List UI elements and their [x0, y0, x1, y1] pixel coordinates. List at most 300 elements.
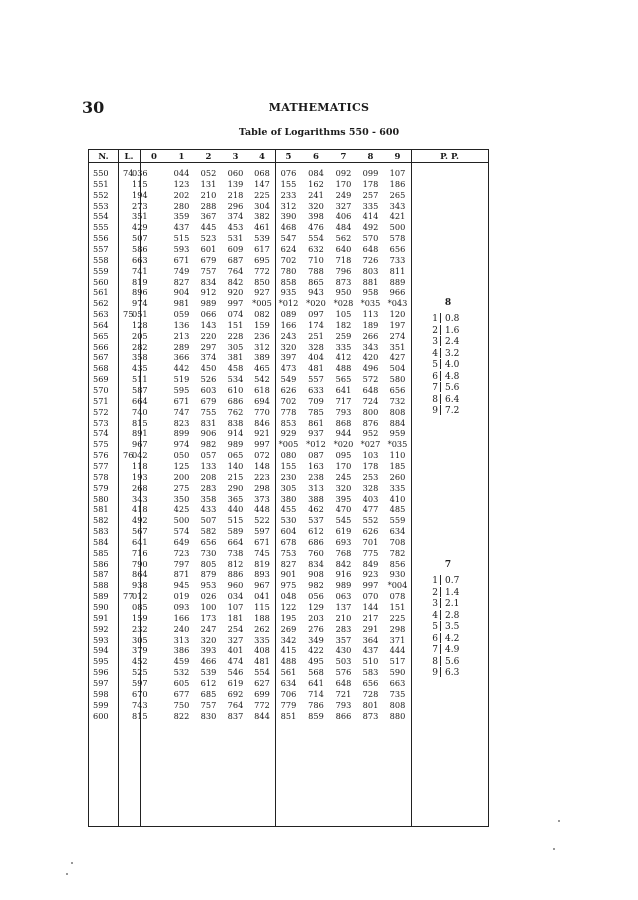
row-number: 586	[93, 558, 109, 569]
mantissa-cell: 710	[308, 254, 324, 265]
row-number: 594	[93, 645, 109, 656]
mantissa-cell: 470	[335, 504, 352, 515]
mantissa-cell: 320	[308, 200, 324, 211]
mantissa-cell: 849	[362, 558, 379, 569]
pp-divider	[440, 313, 443, 323]
mantissa-cell: 051	[132, 309, 148, 320]
mantissa-cell: 714	[308, 688, 324, 699]
mantissa-cell: 459	[173, 656, 190, 667]
mantissa-cell: 953	[200, 580, 217, 591]
pp-value: 2.8	[445, 610, 460, 621]
mantissa-cell: 366	[173, 352, 190, 363]
pp-row	[430, 394, 459, 406]
row-number: 585	[93, 547, 109, 558]
mantissa-cell: 133	[200, 460, 217, 471]
mantissa-cell: 542	[254, 374, 270, 385]
mantissa-cell: 059	[173, 309, 190, 320]
mantissa-cell: 735	[389, 688, 406, 699]
mantissa-cell: 210	[200, 189, 217, 200]
mantissa-cell: 012	[132, 591, 148, 602]
mantissa-cell: 989	[227, 439, 244, 450]
mantissa-cell: 155	[280, 178, 297, 189]
mantissa-cell: 582	[200, 526, 217, 537]
page-heading: MATHEMATICS	[268, 101, 370, 114]
mantissa-cell: 587	[132, 385, 148, 395]
mantissa-cell: 097	[308, 309, 324, 320]
mantissa-cell: 131	[200, 178, 217, 189]
mantissa-cell: 437	[362, 645, 379, 656]
mantissa-cell: 386	[173, 645, 190, 656]
mantissa-cell: *012	[278, 298, 299, 309]
pp-value: 7.2	[445, 406, 460, 416]
row-number: 600	[93, 710, 109, 721]
row-number: 565	[93, 330, 109, 341]
mantissa-cell: 205	[132, 330, 148, 341]
mantissa-cell: 115	[254, 602, 270, 612]
mantissa-cell: 708	[389, 536, 406, 547]
mantissa-cell: 793	[335, 699, 352, 710]
mantissa-cell: 842	[335, 558, 352, 569]
pp-divider	[440, 575, 443, 585]
pp-divider	[440, 621, 443, 631]
mantissa-cell: 320	[335, 482, 352, 493]
mantissa-cell: 624	[280, 243, 297, 254]
mantissa-cell: 568	[308, 667, 324, 678]
mantissa-cell: 604	[280, 526, 297, 537]
mantissa-cell: 397	[280, 352, 297, 363]
mantissa-cell: 896	[132, 287, 148, 298]
mantissa-cell: 433	[200, 504, 217, 515]
pp-row	[430, 336, 459, 348]
mantissa-cell: 552	[362, 515, 379, 526]
mantissa-cell: 093	[173, 602, 190, 612]
mantissa-cell: 312	[280, 200, 297, 211]
pp-value: 1.4	[445, 587, 460, 598]
mantissa-cell: 429	[132, 222, 148, 233]
mantissa-cell: 034	[227, 591, 244, 602]
mantissa-cell: 626	[362, 526, 379, 537]
mantissa-cell: 110	[389, 450, 406, 461]
mantissa-cell: 904	[173, 287, 190, 298]
mantissa-cell: 269	[280, 623, 297, 634]
mantissa-cell: 296	[227, 200, 244, 211]
mantissa-cell: *035	[387, 439, 408, 450]
mantissa-cell: 873	[335, 276, 352, 287]
row-number: 562	[93, 298, 109, 309]
mantissa-cell: 041	[254, 591, 270, 602]
mantissa-cell: 335	[335, 341, 352, 352]
mantissa-cell: 834	[200, 276, 217, 287]
mantissa-cell: 664	[227, 536, 244, 547]
mantissa-cell: 740	[132, 406, 148, 417]
mantissa-cell: 050	[173, 450, 190, 461]
mantissa-cell: 305	[280, 482, 297, 493]
mantissa-cell: 741	[132, 265, 148, 276]
mantissa-cell: 240	[173, 623, 190, 634]
mantissa-cell: 343	[389, 200, 406, 211]
column-header: 8	[367, 152, 374, 162]
mantissa-cell: 450	[200, 363, 217, 374]
pp-digit: 1	[432, 314, 438, 324]
mantissa-cell: 274	[389, 330, 406, 341]
mantissa-cell: 656	[200, 536, 217, 547]
mantissa-cell: 113	[362, 309, 379, 320]
pp-divider	[440, 656, 443, 666]
mantissa-cell: 519	[173, 374, 190, 385]
mantissa-cell: 367	[200, 211, 217, 222]
mantissa-cell: 364	[362, 634, 379, 645]
mantissa-cell: 163	[308, 460, 324, 471]
mantissa-cell: 421	[389, 211, 406, 222]
mantissa-cell: 328	[362, 482, 379, 493]
mantissa-cell: 406	[335, 211, 352, 222]
mantissa-cell: 856	[389, 558, 406, 569]
mantissa-cell: 357	[335, 634, 352, 645]
mantissa-cell: 435	[132, 363, 148, 374]
mantissa-cell: 422	[308, 645, 324, 656]
column-header: 9	[394, 152, 401, 162]
mantissa-cell: 701	[362, 536, 379, 547]
pp-row	[430, 405, 459, 417]
column-rule	[118, 150, 119, 826]
pp-value: 4.9	[445, 645, 460, 655]
mantissa-cell: 507	[200, 515, 217, 526]
mantissa-cell: 656	[362, 677, 379, 688]
mantissa-cell: 202	[173, 189, 190, 200]
mantissa-cell: 967	[254, 580, 270, 591]
mantissa-cell: 420	[362, 352, 379, 363]
row-number: 592	[93, 623, 109, 634]
mantissa-cell: 238	[308, 471, 324, 482]
mantissa-cell: 576	[335, 667, 352, 678]
mantissa-cell: 496	[362, 363, 379, 374]
mantissa-cell: 100	[200, 602, 217, 612]
mantissa-cell: 517	[389, 656, 406, 667]
mantissa-cell: 371	[389, 634, 406, 645]
row-number: 577	[93, 460, 109, 471]
pp-digit: 6	[432, 633, 438, 644]
pp-row	[430, 633, 459, 645]
mantissa-cell: 950	[335, 287, 352, 298]
mantissa-cell: 228	[227, 330, 244, 341]
mantissa-cell: 801	[362, 699, 379, 710]
mantissa-cell: 559	[389, 515, 406, 526]
mantissa-cell: 159	[254, 319, 270, 330]
mantissa-cell: 374	[227, 211, 244, 222]
pp-value: 3.5	[445, 622, 460, 632]
mantissa-cell: 188	[254, 612, 270, 623]
mantissa-cell: 663	[389, 677, 406, 688]
mantissa-cell: 664	[132, 395, 148, 406]
mantissa-cell: 129	[308, 602, 324, 612]
mantissa-cell: 730	[200, 547, 217, 558]
mantissa-cell: 539	[254, 233, 270, 244]
mantissa-cell: 648	[362, 385, 379, 395]
mantissa-cell: 170	[335, 178, 352, 189]
mantissa-cell: 960	[227, 580, 244, 591]
mantissa-cell: 358	[200, 493, 217, 504]
mantissa-cell: 686	[227, 395, 244, 406]
pp-digit: 3	[432, 599, 438, 609]
mantissa-cell: 118	[132, 460, 148, 471]
mantissa-cell: 974	[132, 298, 148, 309]
mantissa-cell: 738	[227, 547, 244, 558]
mantissa-cell: 554	[254, 667, 270, 678]
mantissa-cell: 726	[362, 254, 379, 265]
pp-row	[430, 359, 459, 371]
mantissa-cell: 128	[132, 319, 148, 330]
mantissa-cell: *005	[252, 298, 272, 309]
mantissa-cell: 880	[389, 710, 406, 721]
mantissa-cell: 597	[254, 526, 270, 537]
mantissa-cell: 078	[389, 591, 406, 602]
mantissa-cell: 430	[335, 645, 352, 656]
mantissa-cell: 393	[200, 645, 217, 656]
column-header: 7	[340, 152, 347, 162]
mantissa-cell: 648	[335, 677, 352, 688]
column-header: 6	[313, 152, 319, 162]
mantissa-cell: 853	[280, 417, 297, 428]
mantissa-cell: 259	[335, 330, 352, 341]
row-number: 557	[93, 243, 109, 254]
mantissa-cell: 481	[308, 363, 324, 374]
mantissa-cell: 889	[389, 276, 406, 287]
mantissa-cell: 060	[227, 168, 244, 178]
mantissa-cell: 297	[200, 341, 217, 352]
mantissa-cell: 865	[308, 276, 324, 287]
mantissa-cell: *004	[387, 580, 408, 591]
row-number: 581	[93, 504, 109, 515]
row-number: 595	[93, 656, 109, 667]
mantissa-cell: 679	[200, 395, 217, 406]
mantissa-cell: 481	[254, 656, 270, 667]
mantissa-cell: 982	[200, 439, 217, 450]
row-number: 563	[93, 309, 109, 320]
mantissa-cell: 233	[280, 189, 297, 200]
mantissa-cell: 410	[389, 493, 406, 504]
mantissa-cell: 819	[132, 276, 148, 287]
pp-value: 2.4	[445, 337, 460, 347]
mantissa-cell: 458	[227, 363, 244, 374]
mantissa-cell: 830	[200, 710, 217, 721]
mantissa-cell: 236	[254, 330, 270, 341]
mantissa-cell: 427	[389, 352, 406, 363]
row-number: 552	[93, 189, 109, 200]
row-number: 559	[93, 265, 109, 276]
column-header: N.	[98, 152, 109, 162]
mantissa-cell: 313	[308, 482, 324, 493]
mantissa-cell: 218	[227, 189, 244, 200]
mantissa-cell: 702	[280, 395, 297, 406]
mantissa-cell: 546	[227, 667, 244, 678]
mantissa-cell: 760	[308, 547, 324, 558]
mantissa-cell: 147	[254, 178, 270, 189]
pp-divider	[440, 348, 443, 358]
pp-divider	[440, 359, 443, 369]
mantissa-cell: 288	[200, 200, 217, 211]
mantissa-cell: 649	[173, 536, 190, 547]
mantissa-cell: 398	[308, 211, 324, 222]
log-characteristic: 77	[123, 591, 134, 602]
mantissa-cell: 289	[173, 341, 190, 352]
mantissa-cell: 351	[389, 341, 406, 352]
mantissa-cell: 923	[362, 569, 379, 580]
mantissa-cell: 590	[389, 667, 406, 678]
mantissa-cell: 797	[173, 558, 190, 569]
mantissa-cell: 068	[254, 168, 270, 178]
mantissa-cell: 709	[308, 395, 324, 406]
mantissa-cell: 561	[280, 667, 297, 678]
mantissa-cell: 107	[227, 602, 244, 612]
mantissa-cell: 148	[254, 460, 270, 471]
row-number: 570	[93, 385, 109, 395]
mantissa-cell: *035	[360, 298, 381, 309]
mantissa-cell: 966	[389, 287, 406, 298]
mantissa-cell: 549	[280, 374, 297, 385]
mantissa-cell: 257	[362, 189, 379, 200]
mantissa-cell: 511	[132, 374, 148, 385]
pp-block-title: 7	[444, 560, 452, 570]
mantissa-cell: 453	[227, 222, 244, 233]
mantissa-cell: 929	[280, 428, 297, 439]
mantissa-cell: 617	[254, 243, 270, 254]
mantissa-cell: 374	[200, 352, 217, 363]
mantissa-cell: 085	[132, 602, 148, 612]
mantissa-cell: 861	[308, 417, 324, 428]
scan-speck	[66, 873, 68, 875]
mantissa-cell: 262	[254, 623, 270, 634]
mantissa-cell: 547	[280, 233, 297, 244]
pp-value: 4.8	[445, 371, 460, 382]
mantissa-cell: 850	[254, 276, 270, 287]
mantissa-cell: 557	[308, 374, 324, 385]
mantissa-cell: 404	[308, 352, 324, 363]
mantissa-cell: 151	[227, 319, 244, 330]
pp-value: 3.2	[445, 348, 460, 359]
column-header: 5	[285, 152, 292, 162]
mantissa-cell: 241	[308, 189, 324, 200]
mantissa-cell: 916	[335, 569, 352, 580]
mantissa-cell: 492	[132, 515, 148, 526]
mantissa-cell: 656	[389, 385, 406, 395]
row-number: 556	[93, 233, 109, 244]
mantissa-cell: 634	[389, 526, 406, 537]
mantissa-cell: 803	[362, 265, 379, 276]
mantissa-cell: 213	[173, 330, 190, 341]
mantissa-cell: 381	[227, 352, 244, 363]
mantissa-cell: 253	[362, 471, 379, 482]
mantissa-cell: *043	[387, 298, 408, 309]
pp-digit: 7	[432, 383, 438, 393]
row-number: 598	[93, 688, 109, 699]
mantissa-cell: 063	[335, 591, 352, 602]
mantissa-cell: 280	[173, 200, 190, 211]
mantissa-cell: 952	[362, 428, 379, 439]
pp-digit: 8	[432, 394, 438, 405]
mantissa-cell: 440	[227, 504, 244, 515]
mantissa-cell: 070	[362, 591, 379, 602]
mantissa-cell: 858	[280, 276, 297, 287]
mantissa-cell: 831	[200, 417, 217, 428]
mantissa-cell: 144	[362, 602, 379, 612]
mantissa-cell: 603	[200, 385, 217, 395]
mantissa-cell: 291	[362, 623, 379, 634]
pp-row	[430, 575, 459, 587]
mantissa-cell: 868	[335, 417, 352, 428]
mantissa-cell: 166	[173, 612, 190, 623]
scan-speck	[553, 848, 555, 850]
mantissa-cell: 678	[280, 536, 297, 547]
mantissa-cell: 139	[227, 178, 244, 189]
mantissa-cell: 358	[132, 352, 148, 363]
mantissa-cell: 982	[308, 580, 324, 591]
pp-row	[430, 348, 459, 360]
mantissa-cell: 072	[254, 450, 270, 461]
mantissa-cell: 249	[335, 189, 352, 200]
mantissa-cell: 772	[254, 699, 270, 710]
mantissa-cell: 927	[254, 287, 270, 298]
mantissa-cell: 935	[280, 287, 297, 298]
mantissa-cell: 837	[227, 710, 244, 721]
column-rule	[411, 150, 412, 826]
mantissa-cell: 197	[389, 319, 406, 330]
mantissa-cell: 618	[254, 385, 270, 395]
pp-digit: 5	[432, 360, 438, 370]
mantissa-cell: 525	[132, 667, 148, 678]
mantissa-cell: 095	[335, 450, 352, 461]
mantissa-cell: 530	[280, 515, 297, 526]
mantissa-cell: 967	[132, 439, 148, 450]
mantissa-cell: 531	[227, 233, 244, 244]
row-number: 564	[93, 319, 109, 330]
mantissa-cell: 997	[227, 298, 244, 309]
mantissa-cell: 770	[254, 406, 270, 417]
mantissa-cell: 495	[308, 656, 324, 667]
mantissa-cell: 193	[132, 471, 148, 482]
mantissa-cell: 282	[132, 341, 148, 352]
mantissa-cell: 504	[389, 363, 406, 374]
mantissa-cell: *028	[333, 298, 354, 309]
mantissa-cell: 225	[254, 189, 270, 200]
mantissa-cell: 721	[335, 688, 352, 699]
mantissa-cell: 466	[200, 656, 217, 667]
mantissa-cell: 373	[254, 493, 270, 504]
row-number: 584	[93, 536, 109, 547]
pp-row	[430, 587, 459, 599]
mantissa-cell: 627	[254, 677, 270, 688]
mantissa-cell: 871	[173, 569, 190, 580]
mantissa-cell: 283	[335, 623, 352, 634]
pp-divider	[440, 382, 443, 392]
pp-row	[430, 313, 459, 325]
pp-digit: 4	[432, 610, 438, 621]
mantissa-cell: 442	[173, 363, 190, 374]
mantissa-cell: 782	[389, 547, 406, 558]
mantissa-cell: 425	[173, 504, 190, 515]
row-number: 553	[93, 200, 109, 211]
mantissa-cell: 087	[308, 450, 324, 461]
row-number: 576	[93, 450, 109, 461]
mantissa-cell: 162	[308, 178, 324, 189]
mantissa-cell: 851	[280, 710, 297, 721]
mantissa-cell: 827	[280, 558, 297, 569]
mantissa-cell: 778	[280, 406, 297, 417]
row-number: 551	[93, 178, 109, 189]
column-header: 3	[232, 152, 239, 162]
mantissa-cell: 260	[389, 471, 406, 482]
row-number: 582	[93, 515, 109, 526]
mantissa-cell: 805	[200, 558, 217, 569]
